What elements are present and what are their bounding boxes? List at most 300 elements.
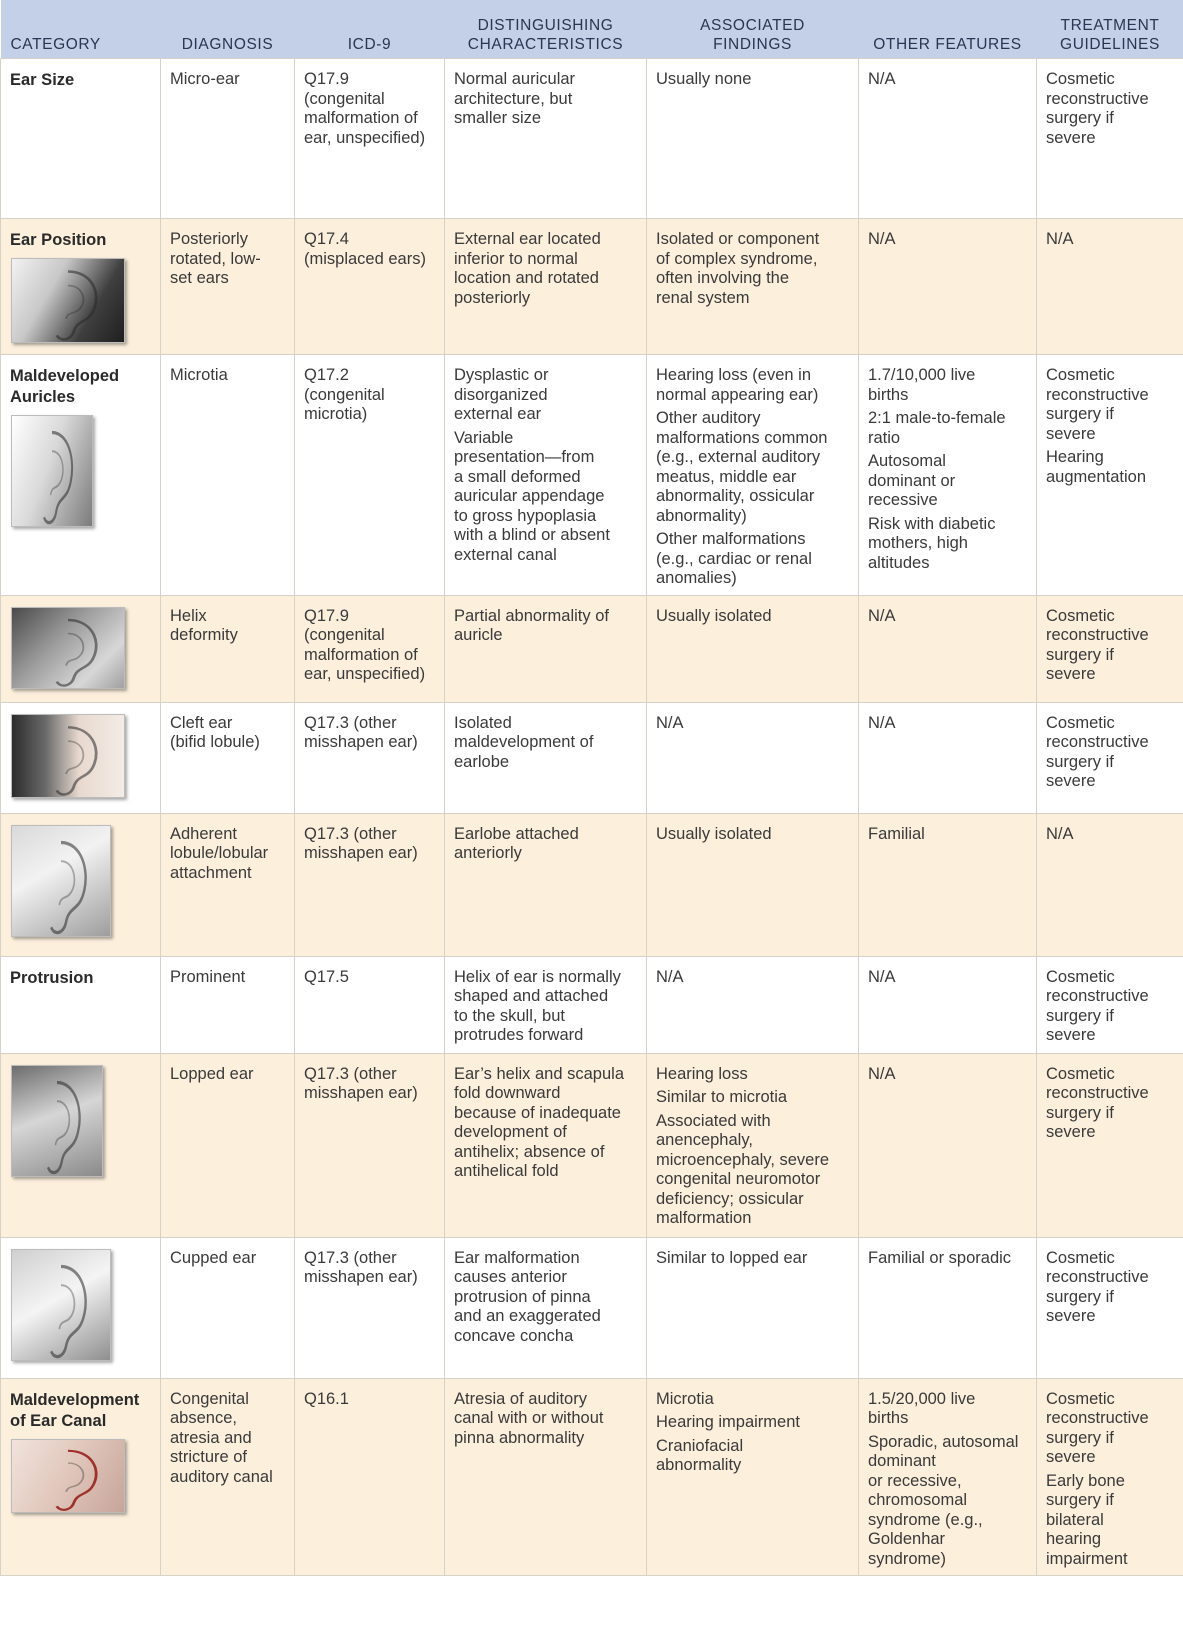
treatment-cell [1037,813,1183,956]
associated-findings-text-paragraph [656,366,850,405]
icd9-code-text: (congenital [304,626,385,644]
distinguishing-text-line: protrudes forward [454,1026,584,1044]
distinguishing-text-line: location and rotated [454,269,599,287]
associated-findings-text-paragraph [656,230,850,308]
diagnosis-text: Congenital [170,1389,249,1408]
treatment-text-line: Cosmetic [1046,967,1115,986]
treatment-text-line: reconstructive [1046,89,1149,108]
helix-deformity-ear-photo [11,607,125,689]
treatment-cell [1037,1378,1183,1576]
associated-findings-text-line: Other malformations [656,530,806,548]
treatment-text-line: surgery if [1046,109,1114,127]
associated-findings-cell [647,1237,859,1378]
distinguishing-text-line: shaped and attached [454,987,609,1005]
treatment-cell [1037,595,1183,702]
category-cell [1,355,161,596]
header-label-line: GUIDELINES [1060,36,1160,53]
ear-outline-shape [57,620,96,686]
diagnosis-text: Prominent [170,967,246,986]
other-features-text-paragraph [868,409,1028,448]
header-treatment [1037,0,1183,59]
treatment-text-line: severe [1046,772,1096,790]
treatment-text-line: severe [1046,665,1096,683]
icd9-cell [295,595,445,702]
treatment-text-line: surgery if [1046,405,1114,423]
associated-findings-text-paragraph [656,1413,850,1433]
treatment-text-line: surgery if [1046,1491,1114,1509]
icd9-code-text: Q17.3 (other [304,1248,397,1267]
icd9-code-text: Q17.2 [304,366,349,384]
distinguishing-text-line: concave concha [454,1326,574,1345]
ear-illustration-icon [12,608,124,688]
category-cell [1,1378,161,1576]
icd9-code-text: Q17.9 [304,70,349,88]
treatment-text-line: severe [1046,1026,1096,1044]
treatment-text-paragraph [1046,714,1175,792]
icd9-cell [295,1237,445,1378]
header-distinguishing [445,0,647,59]
associated-findings-text-line: abnormality [656,1456,742,1474]
header-label-line: DISTINGUISHING [477,17,614,34]
diagnosis-cell [161,1237,295,1378]
icd9-code-text: misshapen ear) [304,733,418,751]
other-features-text-paragraph [868,1065,1028,1085]
diagnosis-text: absence, [170,1409,237,1427]
treatment-text-line: surgery if [1046,1006,1114,1025]
distinguishing-text-line: Ear malformation [454,1248,580,1267]
other-features-cell [859,595,1037,702]
distinguishing-cell [445,219,647,355]
distinguishing-text-line: a small deformed [454,467,581,486]
icd9-code-text: (congenital [304,89,385,108]
diagnosis-text: Microtia [170,366,228,384]
other-features-text-line: N/A [868,70,896,88]
distinguishing-text-line: architecture, but [454,89,573,108]
header-label-line: ICD-9 [347,36,392,53]
treatment-text-line: reconstructive [1046,733,1149,751]
associated-findings-text-paragraph [656,530,850,589]
associated-findings-text-line: malformations common [656,428,828,447]
category-label: Ear Position [10,231,107,249]
associated-findings-text-line: Other auditory [656,409,761,427]
treatment-cell [1037,59,1183,219]
associated-findings-text-line: Usually isolated [656,824,772,843]
associated-findings-text-paragraph [656,714,850,734]
distinguishing-text-line: canal with or without [454,1409,604,1427]
category-label: Protrusion [10,968,94,987]
header-associated [647,0,859,59]
table-row [1,219,1183,355]
other-features-text-paragraph [868,607,1028,627]
diagnosis-cell [161,702,295,813]
distinguishing-text-paragraph [454,429,638,566]
treatment-text-paragraph [1046,1390,1175,1468]
icd9-cell [295,1053,445,1237]
distinguishing-text-line: smaller size [454,109,542,127]
associated-findings-text-line: renal system [656,288,750,307]
table-row [1,595,1183,702]
other-features-text-line: recessive [868,491,938,509]
treatment-text-line: surgery if [1046,1287,1114,1306]
category-cell [1,219,161,355]
icd9-code-text: Q17.4 [304,230,349,248]
header-label-line: OTHER FEATURES [873,36,1022,53]
associated-findings-text-line: anomalies) [656,569,737,587]
other-features-text-paragraph [868,825,1028,845]
diagnosis-text: (bifid lobule) [170,733,260,751]
other-features-text-line: syndrome (e.g., [868,1510,983,1529]
header-label-line: TREATMENT [1060,17,1160,34]
ear-inner-fold-shape [59,861,74,905]
ear-illustration-icon [12,1066,102,1176]
treatment-text-line: N/A [1046,230,1074,248]
distinguishing-text-line: to the skull, but [454,1006,565,1025]
other-features-text-line: mothers, high [868,534,968,552]
category-cell [1,956,161,1053]
treatment-cell [1037,1053,1183,1237]
cupped-ear-photo [11,1249,111,1361]
other-features-text-paragraph [868,70,1028,90]
associated-findings-text-line: Similar to microtia [656,1088,788,1106]
associated-findings-text-line: Craniofacial [656,1436,744,1455]
treatment-text-paragraph [1046,968,1175,1046]
other-features-text-paragraph [868,1390,1028,1429]
associated-findings-text-line: Hearing loss [656,1064,748,1083]
ear-outline-shape [57,271,96,339]
treatment-text-line: Early bone [1046,1471,1125,1490]
table-row [1,813,1183,956]
treatment-text-paragraph [1046,230,1175,250]
ear-canal-atresia-photo [11,1439,125,1513]
ear-outline-shape [48,1082,80,1172]
header-label-line: FINDINGS [713,36,792,53]
table-row [1,1237,1183,1378]
treatment-cell [1037,219,1183,355]
treatment-text-line: Hearing [1046,448,1104,466]
icd9-code-text: Q17.3 (other [304,824,397,843]
distinguishing-text-paragraph [454,366,638,425]
icd9-cell [295,59,445,219]
associated-findings-text-line: (e.g., cardiac or renal [656,549,812,568]
distinguishing-text-paragraph [454,825,638,864]
header-label-line: DIAGNOSIS [181,36,274,53]
other-features-text-line: ratio [868,428,901,447]
associated-findings-text-line: malformation [656,1209,752,1227]
diagnosis-text: Micro-ear [170,70,240,88]
ear-illustration-icon [12,259,124,342]
microtia-child-photo [11,415,93,527]
distinguishing-text-paragraph [454,1065,638,1182]
distinguishing-cell [445,702,647,813]
icd9-cell [295,813,445,956]
associated-findings-text-line: often involving the [656,269,790,287]
infant-profile-low-set-ear-photo [11,258,125,343]
other-features-text-line: Risk with diabetic [868,514,996,533]
treatment-text-line: N/A [1046,824,1074,843]
diagnosis-text: stricture of [170,1448,248,1466]
ear-outline-shape [51,1266,85,1356]
distinguishing-cell [445,59,647,219]
treatment-text-line: reconstructive [1046,1268,1149,1286]
distinguishing-text-line: Atresia of auditory [454,1389,587,1408]
treatment-text-line: reconstructive [1046,987,1149,1005]
distinguishing-text-paragraph [454,607,638,646]
other-features-text-line: 1.5/20,000 live [868,1389,976,1408]
icd9-cell [295,355,445,596]
diagnosis-text: set ears [170,269,229,287]
distinguishing-text-line: Variable [454,428,514,447]
other-features-cell [859,1053,1037,1237]
associated-findings-cell [647,813,859,956]
associated-findings-text-line: of complex syndrome, [656,249,818,268]
other-features-text-paragraph [868,230,1028,250]
other-features-text-line: chromosomal [868,1491,968,1509]
header-label-line: CHARACTERISTICS [467,36,624,53]
associated-findings-cell [647,1378,859,1576]
other-features-cell [859,956,1037,1053]
ear-inner-fold-shape [51,451,63,495]
cleft-ear-infant-photo [11,714,125,798]
associated-findings-text-line: Isolated or component [656,230,820,248]
other-features-text-line: Familial [868,824,925,843]
icd9-code-text: Q17.3 (other [304,1064,397,1083]
other-features-text-line: N/A [868,1064,896,1083]
associated-findings-text-paragraph [656,1437,850,1476]
treatment-cell [1037,702,1183,813]
ear-inner-fold-shape [66,741,83,774]
other-features-text-line: Autosomal [868,452,946,470]
treatment-text-paragraph [1046,607,1175,685]
table-row [1,355,1183,596]
diagnosis-cell [161,813,295,956]
icd9-code-text: misshapen ear) [304,844,418,862]
distinguishing-text-line: causes anterior [454,1268,567,1286]
distinguishing-text-line: antihelical fold [454,1162,559,1180]
diagnosis-text: atresia and [170,1428,252,1447]
treatment-text-line: surgery if [1046,645,1114,664]
treatment-text-line: Cosmetic [1046,70,1115,88]
associated-findings-text-paragraph [656,1088,850,1108]
other-features-text-line: 2:1 male-to-female [868,409,1006,427]
icd9-code-text: misshapen ear) [304,1268,418,1286]
ear-inner-fold-shape [59,1285,74,1329]
associated-findings-text-paragraph [656,1065,850,1085]
distinguishing-cell [445,355,647,596]
treatment-text-line: severe [1046,424,1096,443]
icd9-code-text: malformation of [304,109,418,127]
associated-findings-text-line: abnormality) [656,506,747,525]
other-features-text-paragraph [868,366,1028,405]
associated-findings-text-paragraph [656,825,850,845]
table-row [1,1053,1183,1237]
distinguishing-cell [445,956,647,1053]
treatment-text-line: bilateral [1046,1510,1104,1529]
ear-inner-fold-shape [66,286,83,319]
associated-findings-cell [647,1053,859,1237]
distinguishing-cell [445,813,647,956]
other-features-text-line: or recessive, [868,1471,962,1490]
distinguishing-text-line: development of [454,1123,567,1141]
distinguishing-text-line: Dysplastic or [454,366,549,384]
treatment-text-paragraph [1046,1065,1175,1143]
other-features-text-line: dominant or [868,471,956,490]
icd9-code-text: misshapen ear) [304,1084,418,1102]
distinguishing-text-line: because of inadequate [454,1103,621,1122]
icd9-cell [295,702,445,813]
icd9-code-text: ear, unspecified) [304,128,426,147]
icd9-code-text: (misplaced ears) [304,249,426,268]
associated-findings-text-line: Hearing impairment [656,1413,800,1431]
other-features-text-paragraph [868,452,1028,511]
other-features-text-paragraph [868,1249,1028,1269]
associated-findings-text-line: anencephaly, [656,1131,753,1149]
distinguishing-cell [445,1237,647,1378]
associated-findings-cell [647,219,859,355]
treatment-text-paragraph [1046,366,1175,444]
treatment-cell [1037,956,1183,1053]
diagnosis-cell [161,595,295,702]
treatment-text-line: reconstructive [1046,626,1149,644]
associated-findings-cell [647,59,859,219]
distinguishing-text-line: anteriorly [454,844,522,862]
associated-findings-text-paragraph [656,607,850,627]
associated-findings-text-line: abnormality, ossicular [656,487,815,505]
distinguishing-text-paragraph [454,1249,638,1347]
distinguishing-text-line: auricle [454,626,503,644]
category-label: Maldevelopment [10,1390,140,1409]
distinguishing-text-line: inferior to normal [454,249,578,268]
table-header-row [1,0,1183,59]
other-features-text-paragraph [868,714,1028,734]
icd9-cell [295,956,445,1053]
category-cell [1,59,161,219]
icd9-code-text: Q17.3 (other [304,713,397,732]
treatment-text-line: surgery if [1046,1428,1114,1447]
other-features-text-line: N/A [868,967,896,986]
associated-findings-text-line: microencephaly, severe [656,1150,830,1169]
associated-findings-text-paragraph [656,409,850,526]
other-features-text-line: Familial or sporadic [868,1248,1012,1267]
ear-inner-fold-shape [56,1101,70,1145]
other-features-text-line: Goldenhar [868,1530,946,1548]
treatment-text-line: severe [1046,128,1096,147]
icd9-cell [295,1378,445,1576]
table-row [1,956,1183,1053]
treatment-text-line: severe [1046,1448,1096,1466]
category-cell [1,702,161,813]
header-label-line: CATEGORY [10,36,101,53]
distinguishing-text-line: earlobe [454,752,510,771]
associated-findings-cell [647,355,859,596]
distinguishing-text-line: pinna abnormality [454,1428,585,1447]
category-cell [1,1053,161,1237]
distinguishing-text-paragraph [454,1390,638,1449]
distinguishing-text-line: and an exaggerated [454,1307,601,1325]
treatment-cell [1037,355,1183,596]
header-category [1,0,161,59]
distinguishing-text-line: antihelix; absence of [454,1142,605,1161]
distinguishing-text-line: Earlobe attached [454,824,579,843]
distinguishing-text-line: disorganized [454,385,548,404]
diagnosis-text: rotated, low- [170,249,261,268]
treatment-text-line: Cosmetic [1046,366,1115,384]
other-features-text-line: dominant [868,1452,936,1470]
table-row [1,702,1183,813]
treatment-text-paragraph [1046,448,1175,487]
icd9-code-text: microtia) [304,405,368,423]
ear-illustration-icon [12,1440,124,1512]
treatment-text-line: reconstructive [1046,385,1149,404]
distinguishing-text-line: external ear [454,405,542,423]
distinguishing-text-paragraph [454,968,638,1046]
header-other [859,0,1037,59]
other-features-text-line: syndrome) [868,1549,946,1568]
other-features-cell [859,355,1037,596]
category-label: Maldeveloped [10,367,120,385]
icd9-code-text: (congenital [304,385,385,404]
other-features-text-line: N/A [868,230,896,248]
associated-findings-text-line: normal appearing ear) [656,385,819,404]
other-features-cell [859,219,1037,355]
other-features-text-line: N/A [868,606,896,625]
diagnosis-text: deformity [170,626,238,644]
lopped-ear-photo [11,1065,103,1177]
category-label: Ear Size [10,71,75,89]
distinguishing-text-line: Partial abnormality of [454,606,609,625]
ear-inner-fold-shape [66,633,83,665]
associated-findings-text-paragraph [656,1390,850,1410]
category-cell [1,813,161,956]
treatment-text-line: severe [1046,1123,1096,1141]
treatment-text-line: Cosmetic [1046,713,1115,732]
icd9-code-text: malformation of [304,645,418,664]
associated-findings-text-line: meatus, middle ear [656,467,797,486]
distinguishing-text-line: presentation—from [454,448,595,466]
treatment-text-line: impairment [1046,1549,1128,1568]
treatment-text-line: severe [1046,1307,1096,1325]
associated-findings-text-line: deficiency; ossicular [656,1189,804,1208]
ear-outline-shape [57,1450,96,1509]
diagnosis-cell [161,1378,295,1576]
associated-findings-text-paragraph [656,968,850,988]
ear-inner-fold-shape [66,1463,83,1492]
header-diagnosis [161,0,295,59]
associated-findings-text-line: congenital neuromotor [656,1170,821,1188]
diagnosis-text: Posteriorly [170,230,248,248]
treatment-text-line: surgery if [1046,752,1114,771]
category-label: of Ear Canal [10,1411,107,1430]
distinguishing-text-line: to gross hypoplasia [454,506,597,525]
distinguishing-text-line: External ear located [454,230,601,248]
ear-illustration-icon [12,416,92,526]
associated-findings-text-paragraph [656,70,850,90]
header-label-line: ASSOCIATED [700,17,805,34]
associated-findings-text-line: Usually none [656,70,752,88]
treatment-text-paragraph [1046,1472,1175,1570]
ear-outline-shape [44,433,72,523]
diagnosis-text: lobule/lobular [170,844,269,862]
distinguishing-text-line: Isolated [454,713,512,732]
other-features-text-line: 1.7/10,000 live [868,366,976,384]
treatment-text-line: reconstructive [1046,1409,1149,1427]
distinguishing-text-paragraph [454,70,638,129]
diagnosis-cell [161,219,295,355]
distinguishing-text-paragraph [454,230,638,308]
treatment-text-paragraph [1046,70,1175,148]
diagnosis-text: auditory canal [170,1467,273,1486]
treatment-text-line: hearing [1046,1530,1102,1548]
distinguishing-text-line: protrusion of pinna [454,1287,591,1306]
